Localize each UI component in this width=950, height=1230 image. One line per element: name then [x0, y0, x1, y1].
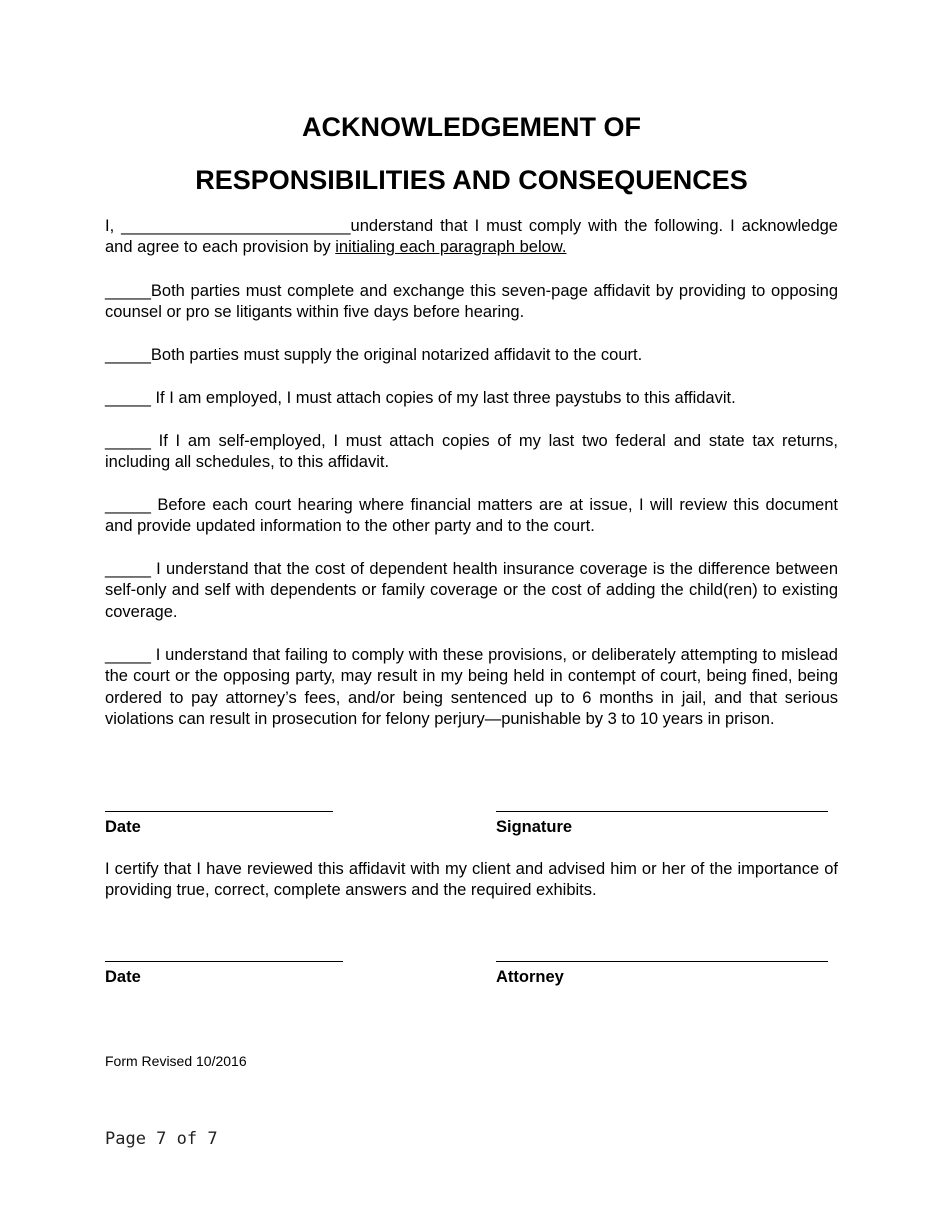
provision-paragraph-1: _____Both parties must complete and exchange this seven-page affidavit by providing to opposing counsel or pro se litigants within five days before hearing. [105, 282, 838, 322]
attorney-date-label: Date [105, 968, 141, 986]
date-signature-line[interactable] [105, 811, 333, 812]
provision-paragraph-5: _____ Before each court hearing where financial matters are at issue, I will review this document and provide updated information to the other party and to the court. [105, 496, 838, 536]
date-label: Date [105, 818, 141, 836]
intro-underlined-text: initialing each paragraph below. [335, 238, 567, 257]
certification-paragraph: I certify that I have reviewed this affidavit with my client and advised him or her of the importance of providing true, correct, complete answers and the required exhibits. [105, 860, 838, 900]
page-title-line-2: RESPONSIBILITIES AND CONSEQUENCES [195, 165, 748, 195]
page-number: Page 7 of 7 [105, 1129, 218, 1149]
page-title-line-1: ACKNOWLEDGEMENT OF [302, 112, 641, 142]
signature-line[interactable] [496, 811, 828, 812]
attorney-signature-line[interactable] [496, 961, 828, 962]
provision-paragraph-2: _____Both parties must supply the original notarized affidavit to the court. [105, 346, 643, 364]
signature-label: Signature [496, 818, 573, 836]
provision-paragraph-6: _____ I understand that the cost of dependent health insurance coverage is the difference between self-only and self with dependents or family coverage or the cost of adding the child(ren) to existing coverage. [105, 560, 838, 621]
intro-text: I, _________________________understand that I must comply with the following. I acknowledge and agree to each provision by [105, 217, 838, 257]
provision-paragraph-7: _____ I understand that failing to comply with these provisions, or deliberately attempting to mislead the court or the opposing party, may result in my being held in contempt of court, being fined, being ordered to pay attorney’s fees, and/or being sentenced up to 6 months in jail, and that serious violations can result in prosecution for felony perjury—punishable by 3 to 10 years in prison. [105, 646, 838, 729]
provision-paragraph-4: _____ If I am self-employed, I must attach copies of my last two federal and state tax returns, including all schedules, to this affidavit. [105, 432, 838, 472]
attorney-date-line[interactable] [105, 961, 343, 962]
attorney-label: Attorney [496, 968, 564, 986]
provision-paragraph-3: _____ If I am employed, I must attach copies of my last three paystubs to this affidavit. [105, 389, 736, 407]
form-revised-note: Form Revised 10/2016 [105, 1053, 247, 1069]
intro-paragraph [105, 216, 838, 259]
